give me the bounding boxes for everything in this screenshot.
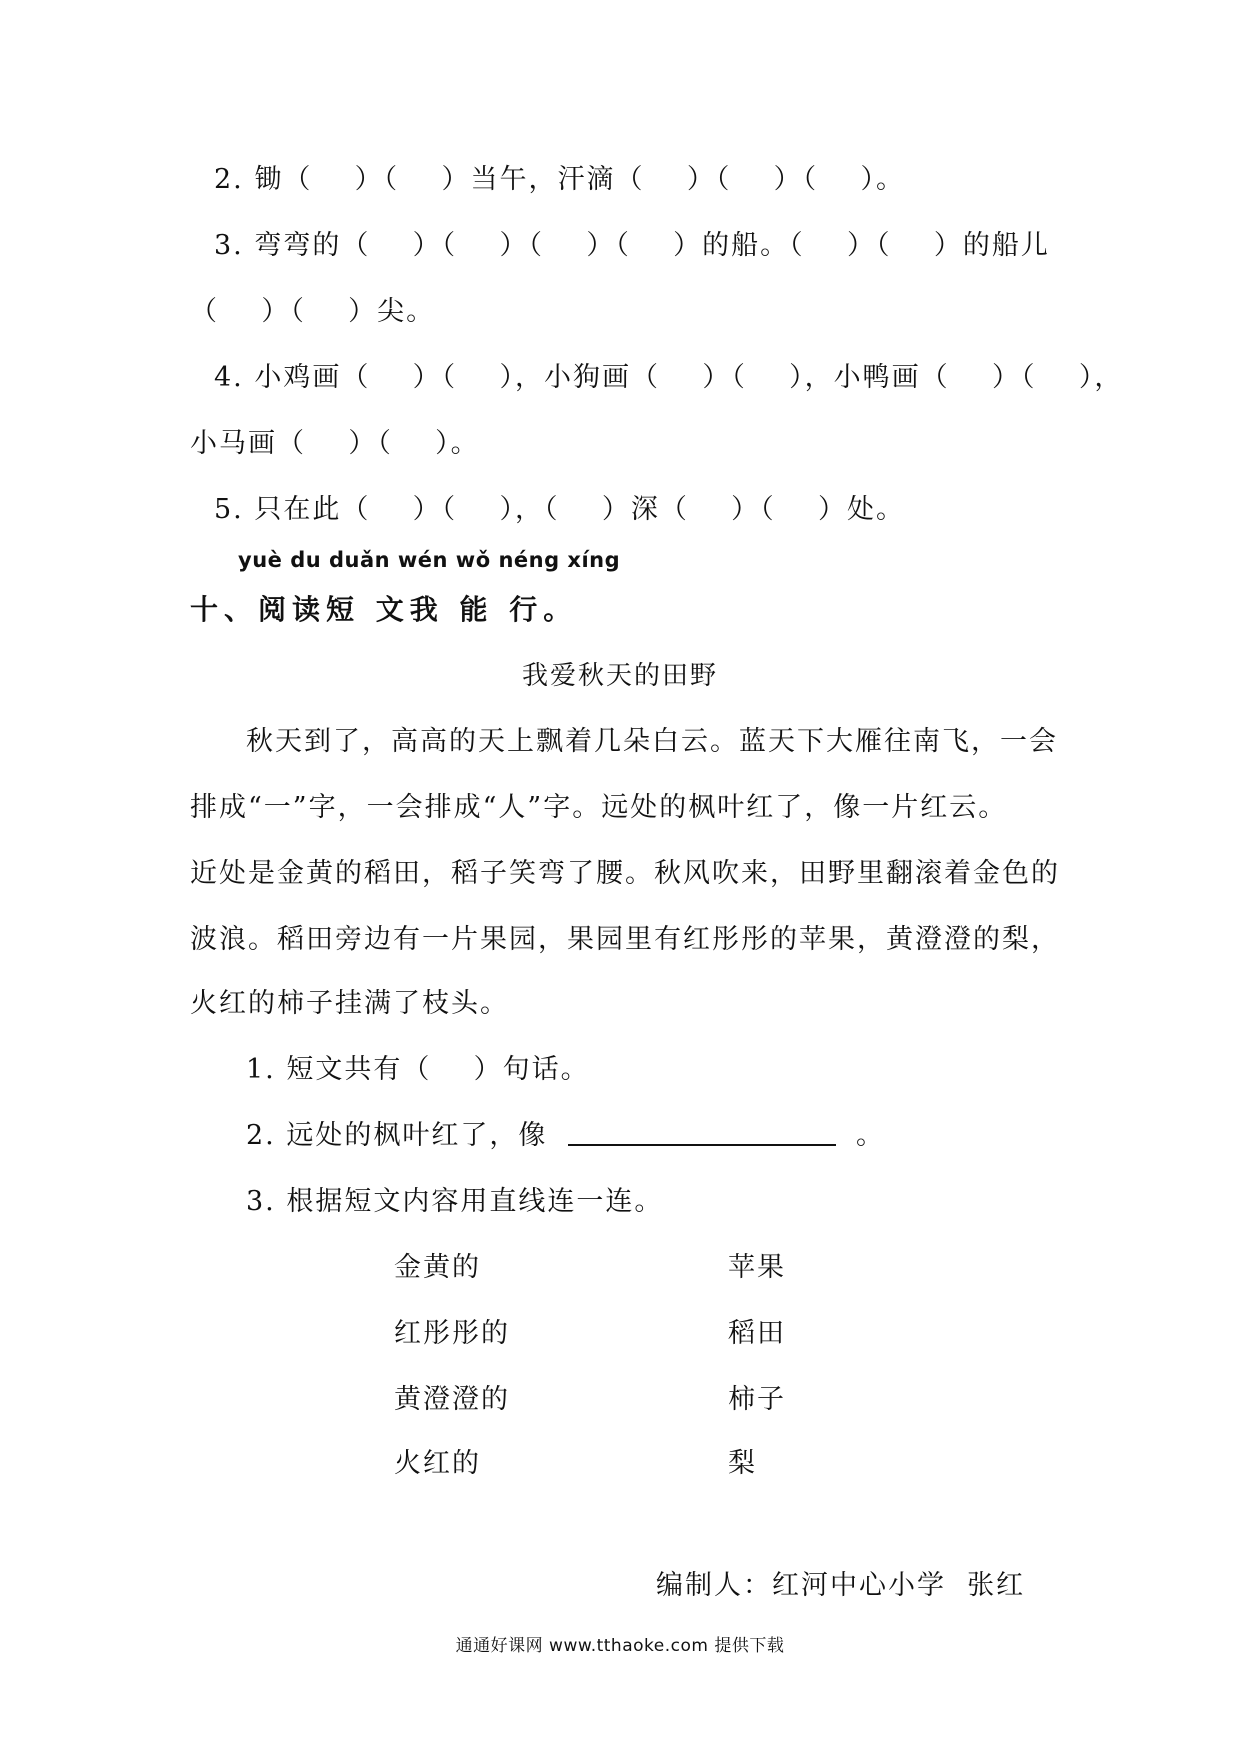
- story-title: 我爱秋天的田野: [521, 661, 718, 691]
- fill-item-5: 5. 只在此（ ）（ ），（ ）深（ ）（ ）处。: [214, 494, 905, 525]
- story-line-2: 排成“一”字，一会排成“人”字。远处的枫叶红了，像一片红云。: [190, 792, 1008, 823]
- question-3: 3. 根据短文内容用直线连一连。: [246, 1186, 664, 1217]
- section-pinyin: yuè du duǎn wén wǒ néng xíng: [238, 548, 621, 572]
- fill-item-2: 2. 锄（ ）（ ）当午，汗滴（ ）（ ）（ ）。: [214, 164, 905, 195]
- question-2-suffix: 。: [856, 1120, 885, 1151]
- match-right-3[interactable]: 柿子: [728, 1384, 786, 1415]
- match-right-1[interactable]: 苹果: [728, 1252, 786, 1283]
- fill-item-3: 3. 弯弯的（ ）（ ）（ ）（ ）的船。（ ）（ ）的船儿: [214, 230, 1050, 261]
- question-1: 1. 短文共有（ ）句话。: [246, 1054, 590, 1085]
- section-heading: 十、阅读短 文我 能 行。: [190, 593, 578, 626]
- fill-item-4-cont: 小马画（ ）（ ）。: [190, 428, 480, 459]
- fill-item-4: 4. 小鸡画（ ）（ ），小狗画（ ）（ ），小鸭画（ ）（ ），: [214, 362, 1124, 393]
- match-left-2[interactable]: 红彤彤的: [394, 1318, 510, 1349]
- story-line-4: 波浪。稻田旁边有一片果园，果园里有红彤彤的苹果，黄澄澄的梨，: [190, 924, 1060, 955]
- match-left-4[interactable]: 火红的: [394, 1448, 481, 1479]
- story-line-5: 火红的柿子挂满了枝头。: [190, 988, 509, 1019]
- question-2-prefix: 2. 远处的枫叶红了，像: [246, 1120, 548, 1151]
- story-line-1: 秋天到了，高高的天上飘着几朵白云。蓝天下大雁往南飞，一会: [246, 726, 1058, 757]
- author-credit: 编制人：红河中心小学 张红: [656, 1570, 1026, 1601]
- match-left-1[interactable]: 金黄的: [394, 1252, 481, 1283]
- story-line-3: 近处是金黄的稻田，稻子笑弯了腰。秋风吹来，田野里翻滚着金色的: [190, 858, 1060, 889]
- match-right-4[interactable]: 梨: [728, 1448, 757, 1479]
- match-left-3[interactable]: 黄澄澄的: [394, 1384, 510, 1415]
- answer-blank-line[interactable]: [568, 1144, 836, 1146]
- fill-item-3-cont: （ ）（ ）尖。: [190, 296, 436, 327]
- footer-source: 通通好课网 www.tthaoke.com 提供下载: [455, 1636, 785, 1656]
- match-right-2[interactable]: 稻田: [728, 1318, 786, 1349]
